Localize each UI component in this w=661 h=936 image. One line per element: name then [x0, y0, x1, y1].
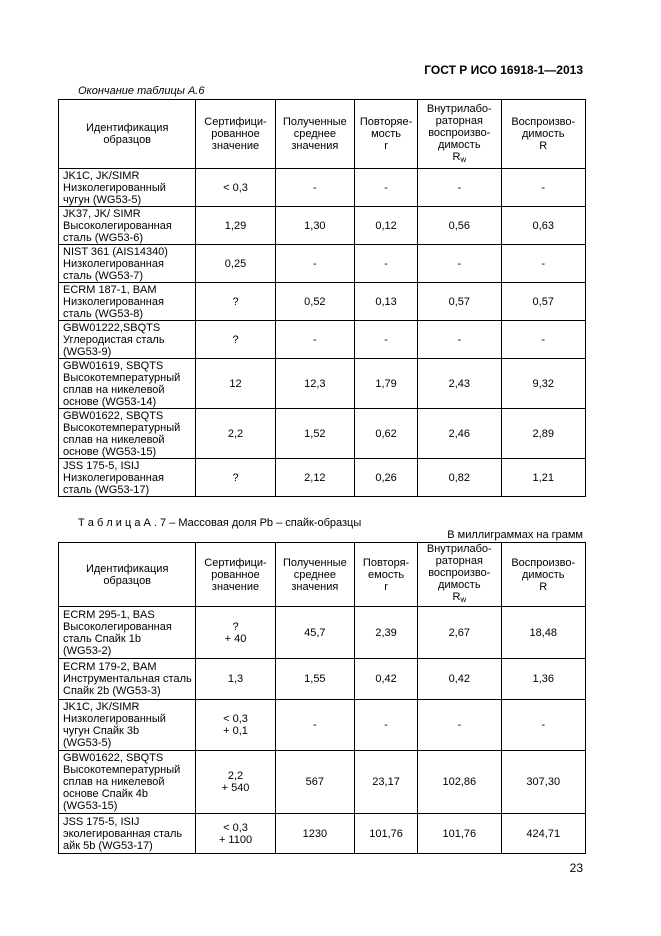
col-mean-header: [275, 543, 354, 607]
header-line: воспроизво-: [428, 126, 491, 139]
sample-id-line: NIST 361 (AIS14340): [63, 245, 168, 258]
mean-value-cell: 1,52: [275, 409, 354, 459]
certified-value: ?: [232, 620, 239, 633]
header-line: среднее: [293, 128, 336, 140]
reproducibility-cell: 1,36: [501, 659, 585, 700]
reproducibility-cell: 2,89: [501, 409, 585, 459]
header-line: мость: [371, 128, 402, 140]
certified-value-cell: [196, 700, 275, 751]
certified-value-cell: [196, 207, 275, 245]
header-line: Сертифици-: [204, 116, 267, 128]
certified-value-cell: [196, 751, 275, 814]
sample-id-line: сталь (WG53-8): [63, 307, 144, 320]
certified-value-cell: [196, 659, 275, 700]
certified-value: 1,3: [227, 673, 244, 685]
sample-id-cell: [59, 359, 196, 409]
header-line: R: [539, 140, 548, 152]
sample-id-line: ECRM 187-1, BAM: [63, 283, 157, 296]
repeatability-cell: 0,26: [355, 459, 418, 497]
sample-id-cell: [59, 751, 196, 814]
sample-id-line: айк 5b (WG53-17): [63, 839, 153, 852]
intralab-repro-cell: 2,67: [418, 607, 501, 659]
sample-id-line: Углеродистая сталь: [63, 333, 165, 346]
certified-value: 2,2: [227, 770, 244, 782]
intralab-repro-cell: -: [418, 245, 501, 283]
sample-id-line: JK37, JK/ SIMR: [63, 207, 141, 220]
certified-value: + 1100: [218, 833, 253, 846]
table-row: [59, 321, 586, 359]
certified-value: + 540: [221, 782, 250, 794]
reproducibility-cell: -: [501, 321, 585, 359]
certified-value: < 0,3: [223, 821, 248, 834]
repeatability-cell: 2,39: [355, 607, 418, 659]
certified-value-cell: [196, 321, 275, 359]
reproducibility-cell: 9,32: [501, 359, 585, 409]
mean-value-cell: 1,55: [275, 659, 354, 700]
sample-id-line: сплав на никелевой: [63, 433, 165, 446]
mean-value-cell: -: [275, 321, 354, 359]
sample-id-line: Высоколегированная: [63, 620, 172, 633]
certified-value-cell: [196, 409, 275, 459]
header-line: значения: [291, 140, 339, 152]
sample-id-line: Низколегированная: [63, 471, 164, 484]
header-line: r: [384, 580, 388, 593]
header-line: [420, 151, 498, 166]
mean-value-cell: 0,52: [275, 283, 354, 321]
reproducibility-cell: 18,48: [501, 607, 585, 659]
sample-id-cell: [59, 169, 196, 207]
col-mean-header: [275, 100, 354, 169]
reproducibility-cell: 0,63: [501, 207, 585, 245]
header-line: значение: [211, 140, 260, 152]
table-body: [59, 607, 586, 854]
repeatability-cell: 0,42: [355, 659, 418, 700]
header-line: r: [384, 140, 388, 152]
certified-value-cell: [196, 283, 275, 321]
col-repeatability-header: [355, 100, 418, 169]
certified-value: 12: [229, 377, 242, 390]
sample-id-line: сплав на никелевой: [63, 776, 165, 788]
header-line: Полученные: [282, 116, 347, 128]
sample-id-line: GBW01622, SBQTS: [63, 409, 164, 422]
table2-units: В миллиграммах на грамм: [447, 529, 583, 541]
intralab-repro-cell: 2,46: [418, 409, 501, 459]
reproducibility-cell: -: [501, 700, 585, 751]
certified-value-cell: [196, 814, 275, 854]
sample-id-line: основе Спайк 4b: [63, 788, 148, 800]
sample-id-line: сталь (WG53-17): [63, 483, 150, 496]
sample-id-cell: [59, 814, 196, 854]
intralab-repro-cell: -: [418, 321, 501, 359]
header-line: Полученные: [282, 556, 347, 569]
certified-value: 0,25: [224, 257, 247, 270]
sample-id-line: Низколегированный: [63, 713, 166, 725]
mean-value-cell: 1230: [275, 814, 354, 854]
table-row: [59, 245, 586, 283]
table-row: [59, 169, 586, 207]
header-line: димость: [438, 579, 481, 591]
col-sample-id-header: [59, 100, 196, 169]
sample-id-line: основе (WG53-14): [63, 395, 157, 408]
mean-value-cell: 12,3: [275, 359, 354, 409]
table-header-row: [59, 100, 586, 169]
mean-value-cell: -: [275, 169, 354, 207]
reproducibility-cell: 424,71: [501, 814, 585, 854]
header-line: рованное: [211, 128, 260, 140]
reproducibility-cell: -: [501, 169, 585, 207]
intralab-repro-cell: 102,86: [418, 751, 501, 814]
sample-id-line: (WG53-2): [63, 644, 112, 657]
header-line: R: [539, 580, 548, 593]
sample-id-line: (WG53-15): [63, 800, 118, 812]
sample-id-cell: [59, 459, 196, 497]
header-line: димость: [522, 128, 565, 140]
sample-id-line: Низколегированная: [63, 257, 164, 270]
header-line: образцов: [103, 134, 152, 146]
repeatability-cell: 0,12: [355, 207, 418, 245]
table-row: [59, 283, 586, 321]
certified-value-cell: [196, 459, 275, 497]
table-body: [59, 169, 586, 497]
sample-id-line: GBW01622, SBQTS: [63, 752, 164, 764]
table-header-row: [59, 543, 586, 607]
header-symbol: R: [452, 591, 461, 603]
sample-id-line: Высоколегированная: [63, 219, 172, 232]
col-intralab-repro-header: [418, 543, 501, 607]
repeatability-cell: -: [355, 700, 418, 751]
repeatability-cell: -: [355, 245, 418, 283]
sample-id-line: Высокотемпературный: [63, 764, 181, 776]
sample-id-cell: [59, 207, 196, 245]
repeatability-cell: -: [355, 169, 418, 207]
table-row: [59, 814, 586, 854]
table-a6-end: [58, 99, 586, 497]
document-header: ГОСТ Р ИСО 16918-1—2013: [424, 63, 583, 77]
header-line: димость: [438, 138, 481, 151]
table-row: [59, 700, 586, 751]
intralab-repro-cell: 0,42: [418, 659, 501, 700]
sample-id-line: сплав на никелевой: [63, 383, 165, 396]
certified-value: < 0,3: [223, 181, 248, 194]
header-line: среднее: [293, 568, 336, 581]
sample-id-line: Спайк 2b (WG53-3): [63, 685, 161, 697]
header-line: раторная: [435, 555, 483, 567]
table-row: [59, 207, 586, 245]
sample-id-line: Инструментальная сталь: [63, 673, 192, 685]
header-line: воспроизво-: [428, 567, 491, 579]
sample-id-line: GBW01222,SBQTS: [63, 321, 161, 334]
header-line: [420, 591, 498, 606]
sample-id-line: JK1C, JK/SIMR: [63, 169, 140, 182]
header-line: Повторяе-: [359, 116, 413, 128]
repeatability-cell: 23,17: [355, 751, 418, 814]
certified-value-cell: [196, 245, 275, 283]
table-row: [59, 409, 586, 459]
mean-value-cell: 45,7: [275, 607, 354, 659]
repeatability-cell: -: [355, 321, 418, 359]
col-intralab-repro-header: [418, 100, 501, 169]
table2-caption: Т а б л и ц а А . 7 – Массовая доля Pb – спайк-образцы: [78, 517, 362, 529]
sample-id-line: JSS 175-5, ISIJ: [63, 815, 140, 828]
col-reproducibility-header: [501, 543, 585, 607]
header-line: Внутрилабо-: [426, 102, 492, 115]
sample-id-cell: [59, 607, 196, 659]
reproducibility-cell: 1,21: [501, 459, 585, 497]
sample-id-line: Низколегированный: [63, 181, 166, 194]
col-reproducibility-header: [501, 100, 585, 169]
header-line: значения: [291, 580, 339, 593]
certified-value: + 40: [224, 632, 247, 645]
col-certified-header: [196, 543, 275, 607]
header-line: Внутрилабо-: [426, 543, 492, 555]
header-line: рованное: [211, 568, 260, 581]
sample-id-cell: [59, 321, 196, 359]
sample-id-cell: [59, 700, 196, 751]
certified-value: ?: [232, 471, 239, 484]
intralab-repro-cell: 2,43: [418, 359, 501, 409]
intralab-repro-cell: -: [418, 700, 501, 751]
sample-id-line: (WG53-9): [63, 345, 112, 358]
intralab-repro-cell: 0,56: [418, 207, 501, 245]
sample-id-cell: [59, 245, 196, 283]
page-number: 23: [569, 861, 583, 875]
mean-value-cell: -: [275, 245, 354, 283]
header-line: Идентификация: [85, 122, 169, 134]
sample-id-line: сталь (WG53-6): [63, 231, 144, 244]
mean-value-cell: 2,12: [275, 459, 354, 497]
certified-value-cell: [196, 607, 275, 659]
sample-id-line: чугун Спайк 3b: [63, 725, 140, 737]
table-row: [59, 607, 586, 659]
header-line: димость: [522, 568, 565, 581]
table1-caption: Окончание таблицы А.6: [78, 85, 205, 97]
header-line: Повторя-: [362, 556, 410, 569]
certified-value-cell: [196, 169, 275, 207]
sample-id-line: JK1C, JK/SIMR: [63, 701, 140, 713]
table-row: [59, 459, 586, 497]
reproducibility-cell: 307,30: [501, 751, 585, 814]
sample-id-line: GBW01619, SBQTS: [63, 359, 164, 372]
header-line: Идентификация: [85, 562, 169, 575]
table-row: [59, 359, 586, 409]
mean-value-cell: 567: [275, 751, 354, 814]
intralab-repro-cell: 0,82: [418, 459, 501, 497]
repeatability-cell: 0,62: [355, 409, 418, 459]
table-row: [59, 659, 586, 700]
certified-value: < 0,3: [223, 713, 248, 725]
header-line: значение: [211, 580, 260, 593]
repeatability-cell: 1,79: [355, 359, 418, 409]
col-sample-id-header: [59, 543, 196, 607]
intralab-repro-cell: -: [418, 169, 501, 207]
repeatability-cell: 0,13: [355, 283, 418, 321]
sample-id-line: Высокотемпературный: [63, 371, 181, 384]
sample-id-line: основе (WG53-15): [63, 445, 157, 458]
certified-value: 1,29: [224, 219, 247, 232]
header-line: Сертифици-: [204, 556, 267, 569]
header-subscript: w: [460, 595, 467, 604]
certified-value: ?: [232, 295, 239, 308]
sample-id-cell: [59, 659, 196, 700]
header-line: емость: [368, 568, 405, 581]
intralab-repro-cell: 101,76: [418, 814, 501, 854]
header-line: Воспроизво-: [511, 556, 576, 569]
header-symbol: R: [452, 150, 461, 163]
certified-value: + 0,1: [223, 725, 248, 737]
header-subscript: w: [460, 154, 467, 164]
sample-id-line: сталь Спайк 1b: [63, 632, 142, 645]
sample-id-line: чугун (WG53-5): [63, 193, 142, 206]
repeatability-cell: 101,76: [355, 814, 418, 854]
header-line: раторная: [435, 114, 483, 127]
sample-id-line: эколегированная сталь: [63, 827, 183, 840]
col-certified-header: [196, 100, 275, 169]
mean-value-cell: 1,30: [275, 207, 354, 245]
certified-value-cell: [196, 359, 275, 409]
col-repeatability-header: [355, 543, 418, 607]
sample-id-line: ECRM 295-1, BAS: [63, 608, 155, 621]
sample-id-line: Низколегированная: [63, 295, 164, 308]
sample-id-cell: [59, 409, 196, 459]
intralab-repro-cell: 0,57: [418, 283, 501, 321]
certified-value: ?: [232, 333, 239, 346]
sample-id-line: ECRM 179-2, BAM: [63, 661, 157, 673]
mean-value-cell: -: [275, 700, 354, 751]
header-line: образцов: [103, 574, 152, 587]
reproducibility-cell: -: [501, 245, 585, 283]
sample-id-line: сталь (WG53-7): [63, 269, 144, 282]
table-row: [59, 751, 586, 814]
sample-id-line: JSS 175-5, ISIJ: [63, 459, 140, 472]
sample-id-cell: [59, 283, 196, 321]
table-a7: [58, 542, 586, 854]
reproducibility-cell: 0,57: [501, 283, 585, 321]
certified-value: 2,2: [227, 427, 244, 440]
sample-id-line: (WG53-5): [63, 737, 112, 749]
sample-id-line: Высокотемпературный: [63, 421, 181, 434]
header-line: Воспроизво-: [511, 116, 576, 128]
